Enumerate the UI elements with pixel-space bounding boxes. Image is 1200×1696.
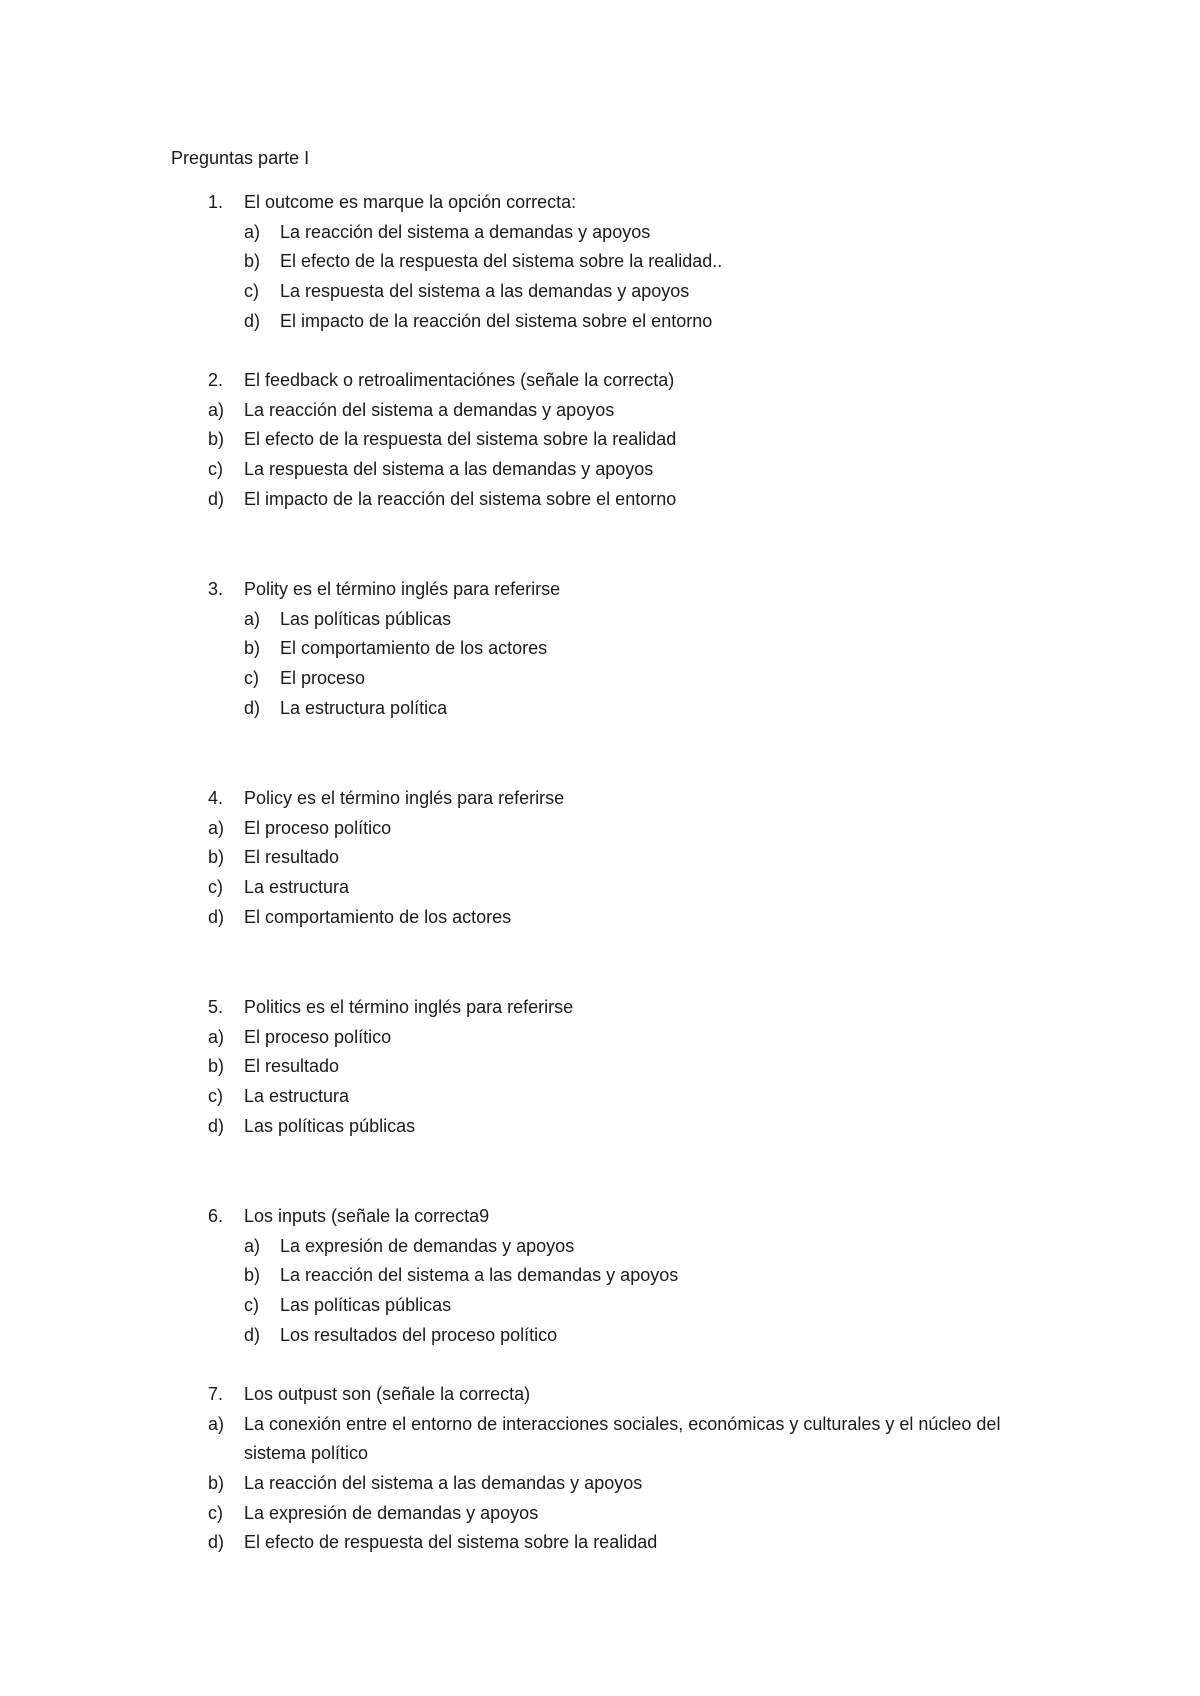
option-letter: b) (244, 638, 261, 659)
option-b (0, 1469, 1200, 1499)
option-d (0, 903, 1200, 933)
option-letter: d) (208, 1532, 225, 1553)
option-b (0, 634, 1200, 664)
option-letter: c) (244, 1295, 259, 1316)
question-number: 4. (208, 788, 224, 808)
option-letter: c) (208, 877, 223, 898)
option-c (0, 1291, 1200, 1321)
option-c (0, 455, 1200, 485)
option-text: El resultado (244, 847, 340, 868)
option-c (0, 664, 1200, 694)
question-3 (0, 575, 1200, 723)
option-letter: d) (208, 906, 225, 927)
question-number: 3. (208, 579, 224, 599)
option-letter: d) (244, 697, 261, 718)
question-1 (0, 188, 1200, 336)
option-b (0, 843, 1200, 873)
option-text: El resultado (244, 1056, 340, 1077)
question-text: Polity es el término inglés para referirse (244, 579, 561, 599)
question-7 (0, 1380, 1200, 1558)
option-d (0, 1528, 1200, 1558)
question-header (0, 575, 1200, 605)
option-text: La estructura (244, 877, 350, 898)
question-number: 5. (208, 997, 224, 1017)
page-title: Preguntas parte I (171, 148, 310, 168)
option-text: La reacción del sistema a las demandas y apoyos (280, 1265, 679, 1286)
option-text: El proceso (280, 668, 366, 689)
option-d (0, 1112, 1200, 1142)
question-number: 7. (208, 1384, 224, 1404)
option-letter: a) (244, 221, 261, 242)
option-text: La reacción del sistema a las demandas y apoyos (244, 1473, 643, 1494)
option-text: La estructura política (280, 697, 448, 718)
question-header (0, 1202, 1200, 1232)
question-4 (0, 784, 1200, 932)
option-letter: b) (208, 1473, 225, 1494)
option-text: La reacción del sistema a demandas y apoyos (244, 399, 615, 420)
question-2 (0, 366, 1200, 514)
option-letter: c) (208, 1502, 223, 1523)
option-text: La respuesta del sistema a las demandas y apoyos (244, 459, 654, 480)
option-text: Las políticas públicas (244, 1115, 416, 1136)
option-letter: d) (244, 310, 261, 331)
option-text: Las políticas públicas (280, 1295, 452, 1316)
option-a (0, 814, 1200, 844)
option-text: La conexión entre el entorno de interacciones sociales, económicas y culturales y el núcleo del sistema político (244, 1413, 1001, 1464)
option-c (0, 1082, 1200, 1112)
option-letter: b) (244, 251, 261, 272)
question-6 (0, 1202, 1200, 1350)
option-letter: b) (208, 847, 225, 868)
option-letter: d) (244, 1324, 261, 1345)
option-letter: d) (208, 488, 225, 509)
option-text: El efecto de la respuesta del sistema sobre la realidad (244, 429, 677, 450)
option-text: El efecto de respuesta del sistema sobre la realidad (244, 1532, 658, 1553)
option-text: El proceso político (244, 1026, 392, 1047)
question-text: Los outpust son (señale la correcta) (244, 1384, 531, 1404)
option-text: El proceso político (244, 817, 392, 838)
option-letter: a) (244, 608, 261, 629)
option-a (0, 1410, 1200, 1469)
option-a (0, 396, 1200, 426)
option-d (0, 307, 1200, 337)
option-text: La reacción del sistema a demandas y apoyos (280, 221, 651, 242)
option-c (0, 873, 1200, 903)
question-header (0, 188, 1200, 218)
option-a (0, 1023, 1200, 1053)
question-header (0, 1380, 1200, 1410)
option-text: La respuesta del sistema a las demandas y apoyos (280, 281, 690, 302)
question-header (0, 784, 1200, 814)
question-text: Politics es el término inglés para referirse (244, 997, 574, 1017)
option-text: La estructura (244, 1086, 350, 1107)
option-c (0, 277, 1200, 307)
option-c (0, 1499, 1200, 1529)
option-letter: c) (208, 459, 223, 480)
option-b (0, 1261, 1200, 1291)
option-letter: a) (208, 1413, 225, 1434)
question-5 (0, 993, 1200, 1141)
option-text: La expresión de demandas y apoyos (244, 1502, 539, 1523)
option-text: El impacto de la reacción del sistema sobre el entorno (280, 310, 713, 331)
option-letter: b) (208, 1056, 225, 1077)
question-header (0, 366, 1200, 396)
option-letter: c) (208, 1086, 223, 1107)
question-text: El feedback o retroalimentaciónes (señale la correcta) (244, 370, 675, 390)
option-a (0, 218, 1200, 248)
option-text: Los resultados del proceso político (280, 1324, 558, 1345)
option-letter: a) (244, 1235, 261, 1256)
option-text: El efecto de la respuesta del sistema sobre la realidad.. (280, 251, 723, 272)
option-letter: c) (244, 668, 259, 689)
option-text: La expresión de demandas y apoyos (280, 1235, 575, 1256)
option-letter: a) (208, 399, 225, 420)
option-text: El impacto de la reacción del sistema sobre el entorno (244, 488, 677, 509)
question-number: 2. (208, 370, 224, 390)
option-text: Las políticas públicas (280, 608, 452, 629)
question-header (0, 993, 1200, 1023)
option-b (0, 425, 1200, 455)
option-letter: d) (208, 1115, 225, 1136)
question-number: 6. (208, 1206, 224, 1226)
option-a (0, 1232, 1200, 1262)
option-b (0, 247, 1200, 277)
option-text: El comportamiento de los actores (244, 906, 512, 927)
option-b (0, 1052, 1200, 1082)
option-d (0, 694, 1200, 724)
option-text: El comportamiento de los actores (280, 638, 548, 659)
option-letter: a) (208, 1026, 225, 1047)
option-d (0, 1321, 1200, 1351)
option-letter: c) (244, 281, 259, 302)
option-letter: b) (208, 429, 225, 450)
question-number: 1. (208, 192, 224, 212)
option-d (0, 485, 1200, 515)
option-a (0, 605, 1200, 635)
option-letter: b) (244, 1265, 261, 1286)
question-text: Policy es el término inglés para referirse (244, 788, 565, 808)
question-text: El outcome es marque la opción correcta: (244, 192, 577, 212)
option-letter: a) (208, 817, 225, 838)
question-text: Los inputs (señale la correcta9 (244, 1206, 490, 1226)
